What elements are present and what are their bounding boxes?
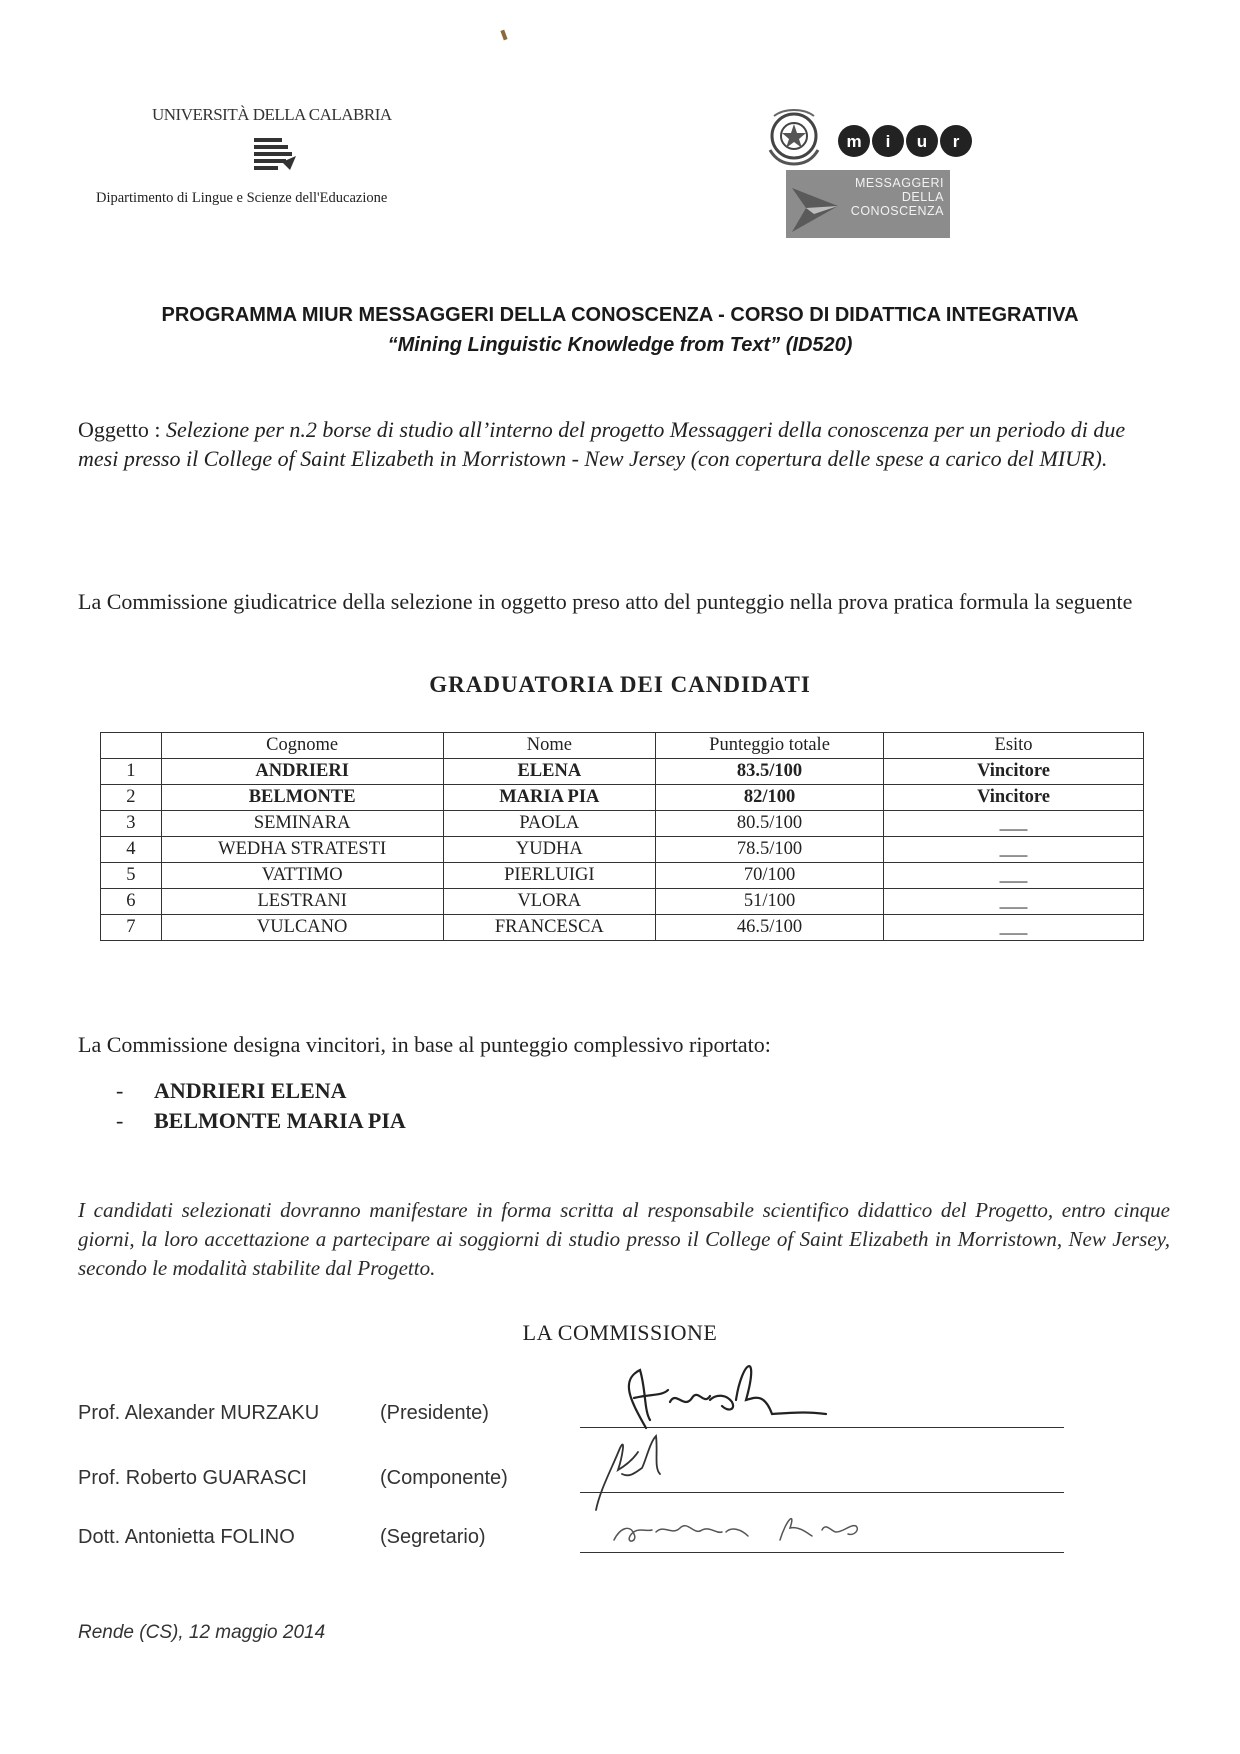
table-row (101, 811, 1144, 837)
department-name: Dipartimento di Lingue e Scienze dell'Educazione (96, 190, 388, 206)
subject-paragraph (78, 415, 1168, 473)
messaggeri-logo-line-2: DELLA (901, 190, 944, 204)
cell-surname: BELMONTE (161, 785, 443, 811)
messaggeri-della-conoscenza-logo (786, 170, 950, 238)
designation-text: La Commissione designa vincitori, in base al punteggio complessivo riportato: (78, 1032, 771, 1057)
cell-surname: WEDHA STRATESTI (161, 837, 443, 863)
table-row (101, 837, 1144, 863)
cell-outcome: ___ (884, 811, 1144, 837)
bullet-dash: - (116, 1078, 124, 1103)
messaggeri-logo-line-1: MESSAGGERI (854, 176, 944, 190)
header-surname: Cognome (161, 733, 443, 759)
cell-score: 70/100 (656, 863, 884, 889)
miur-logo-icon (836, 118, 976, 164)
cell-surname: ANDRIERI (161, 759, 443, 785)
ranking-table (100, 732, 1144, 941)
header-outcome: Esito (884, 733, 1144, 759)
university-name: UNIVERSITÀ DELLA CALABRIA (152, 105, 392, 124)
italian-republic-emblem-icon (762, 106, 826, 168)
cell-rank: 7 (101, 915, 162, 941)
cell-surname: SEMINARA (161, 811, 443, 837)
cell-outcome: Vincitore (884, 759, 1144, 785)
cell-surname: VATTIMO (161, 863, 443, 889)
scan-speck (500, 30, 507, 41)
header-rank (101, 733, 162, 759)
cell-outcome: ___ (884, 863, 1144, 889)
member-role: (Segretario) (380, 1526, 486, 1548)
cell-name: ELENA (443, 759, 655, 785)
signature-component (596, 1436, 660, 1510)
member-role: (Presidente) (380, 1402, 489, 1424)
cell-outcome: Vincitore (884, 785, 1144, 811)
svg-text:i: i (885, 132, 891, 151)
bullet-dash: - (116, 1108, 124, 1133)
winner-name: ANDRIERI ELENA (154, 1078, 347, 1103)
table-row (101, 915, 1144, 941)
svg-text:u: u (916, 132, 928, 151)
cell-rank: 3 (101, 811, 162, 837)
signature-secretary (614, 1519, 857, 1541)
svg-text:m: m (846, 132, 862, 151)
winner-list-item (116, 1078, 347, 1104)
cell-rank: 4 (101, 837, 162, 863)
winner-list-item (116, 1108, 406, 1134)
winner-name: BELMONTE MARIA PIA (154, 1108, 406, 1133)
cell-name: PIERLUIGI (443, 863, 655, 889)
commission-title: LA COMMISSIONE (522, 1320, 718, 1345)
cell-name: MARIA PIA (443, 785, 655, 811)
cell-score: 78.5/100 (656, 837, 884, 863)
university-logo-icon (252, 136, 298, 172)
cell-score: 51/100 (656, 889, 884, 915)
member-role: (Componente) (380, 1467, 508, 1489)
cell-name: VLORA (443, 889, 655, 915)
svg-text:r: r (952, 132, 960, 151)
subject-label: Oggetto : (78, 417, 166, 442)
cell-surname: VULCANO (161, 915, 443, 941)
member-name: Dott. Antonietta FOLINO (78, 1526, 295, 1548)
course-title: “Mining Linguistic Knowledge from Text” (ID520) (387, 334, 853, 356)
header-name: Nome (443, 733, 655, 759)
cell-surname: LESTRANI (161, 889, 443, 915)
cell-score: 82/100 (656, 785, 884, 811)
ranking-title: GRADUATORIA DEI CANDIDATI (429, 672, 811, 697)
member-name: Prof. Roberto GUARASCI (78, 1467, 307, 1489)
cell-outcome: ___ (884, 837, 1144, 863)
messaggeri-logo-line-3: CONOSCENZA (850, 204, 944, 218)
cell-name: YUDHA (443, 837, 655, 863)
program-title: PROGRAMMA MIUR MESSAGGERI DELLA CONOSCENZA - CORSO DI DIDATTICA INTEGRATIVA (161, 304, 1079, 326)
cell-rank: 5 (101, 863, 162, 889)
subject-text: Selezione per n.2 borse di studio all’interno del progetto Messaggeri della conoscenza per un periodo di due mesi presso il College of Saint Elizabeth in Morristown - New Jersey (con copertura delle spese a carico del MIUR). (78, 417, 1126, 471)
cell-score: 46.5/100 (656, 915, 884, 941)
table-row (101, 889, 1144, 915)
table-header-row (101, 733, 1144, 759)
header-score: Punteggio totale (656, 733, 884, 759)
intro-paragraph: La Commissione giudicatrice della selezione in oggetto preso atto del punteggio nella prova pratica formula la seguente (78, 589, 1133, 614)
place-and-date: Rende (CS), 12 maggio 2014 (78, 1622, 326, 1643)
cell-outcome: ___ (884, 889, 1144, 915)
table-row (101, 785, 1144, 811)
member-name: Prof. Alexander MURZAKU (78, 1402, 320, 1424)
table-row (101, 759, 1144, 785)
cell-score: 83.5/100 (656, 759, 884, 785)
cell-score: 80.5/100 (656, 811, 884, 837)
handwritten-signatures (560, 1340, 1080, 1570)
cell-name: PAOLA (443, 811, 655, 837)
table-row (101, 863, 1144, 889)
cell-rank: 2 (101, 785, 162, 811)
acceptance-note: I candidati selezionati dovranno manifestare in forma scritta al responsabile scientifico didattico del Progetto, entro cinque giorni, la loro accettazione a partecipare ai soggiorni di studio presso il College of Saint Elizabeth in Morristown, New Jersey, secondo le modalità stabilite dal Progetto. (78, 1198, 1170, 1280)
cell-rank: 6 (101, 889, 162, 915)
cell-name: FRANCESCA (443, 915, 655, 941)
cell-outcome: ___ (884, 915, 1144, 941)
signature-president (629, 1366, 826, 1428)
cell-rank: 1 (101, 759, 162, 785)
